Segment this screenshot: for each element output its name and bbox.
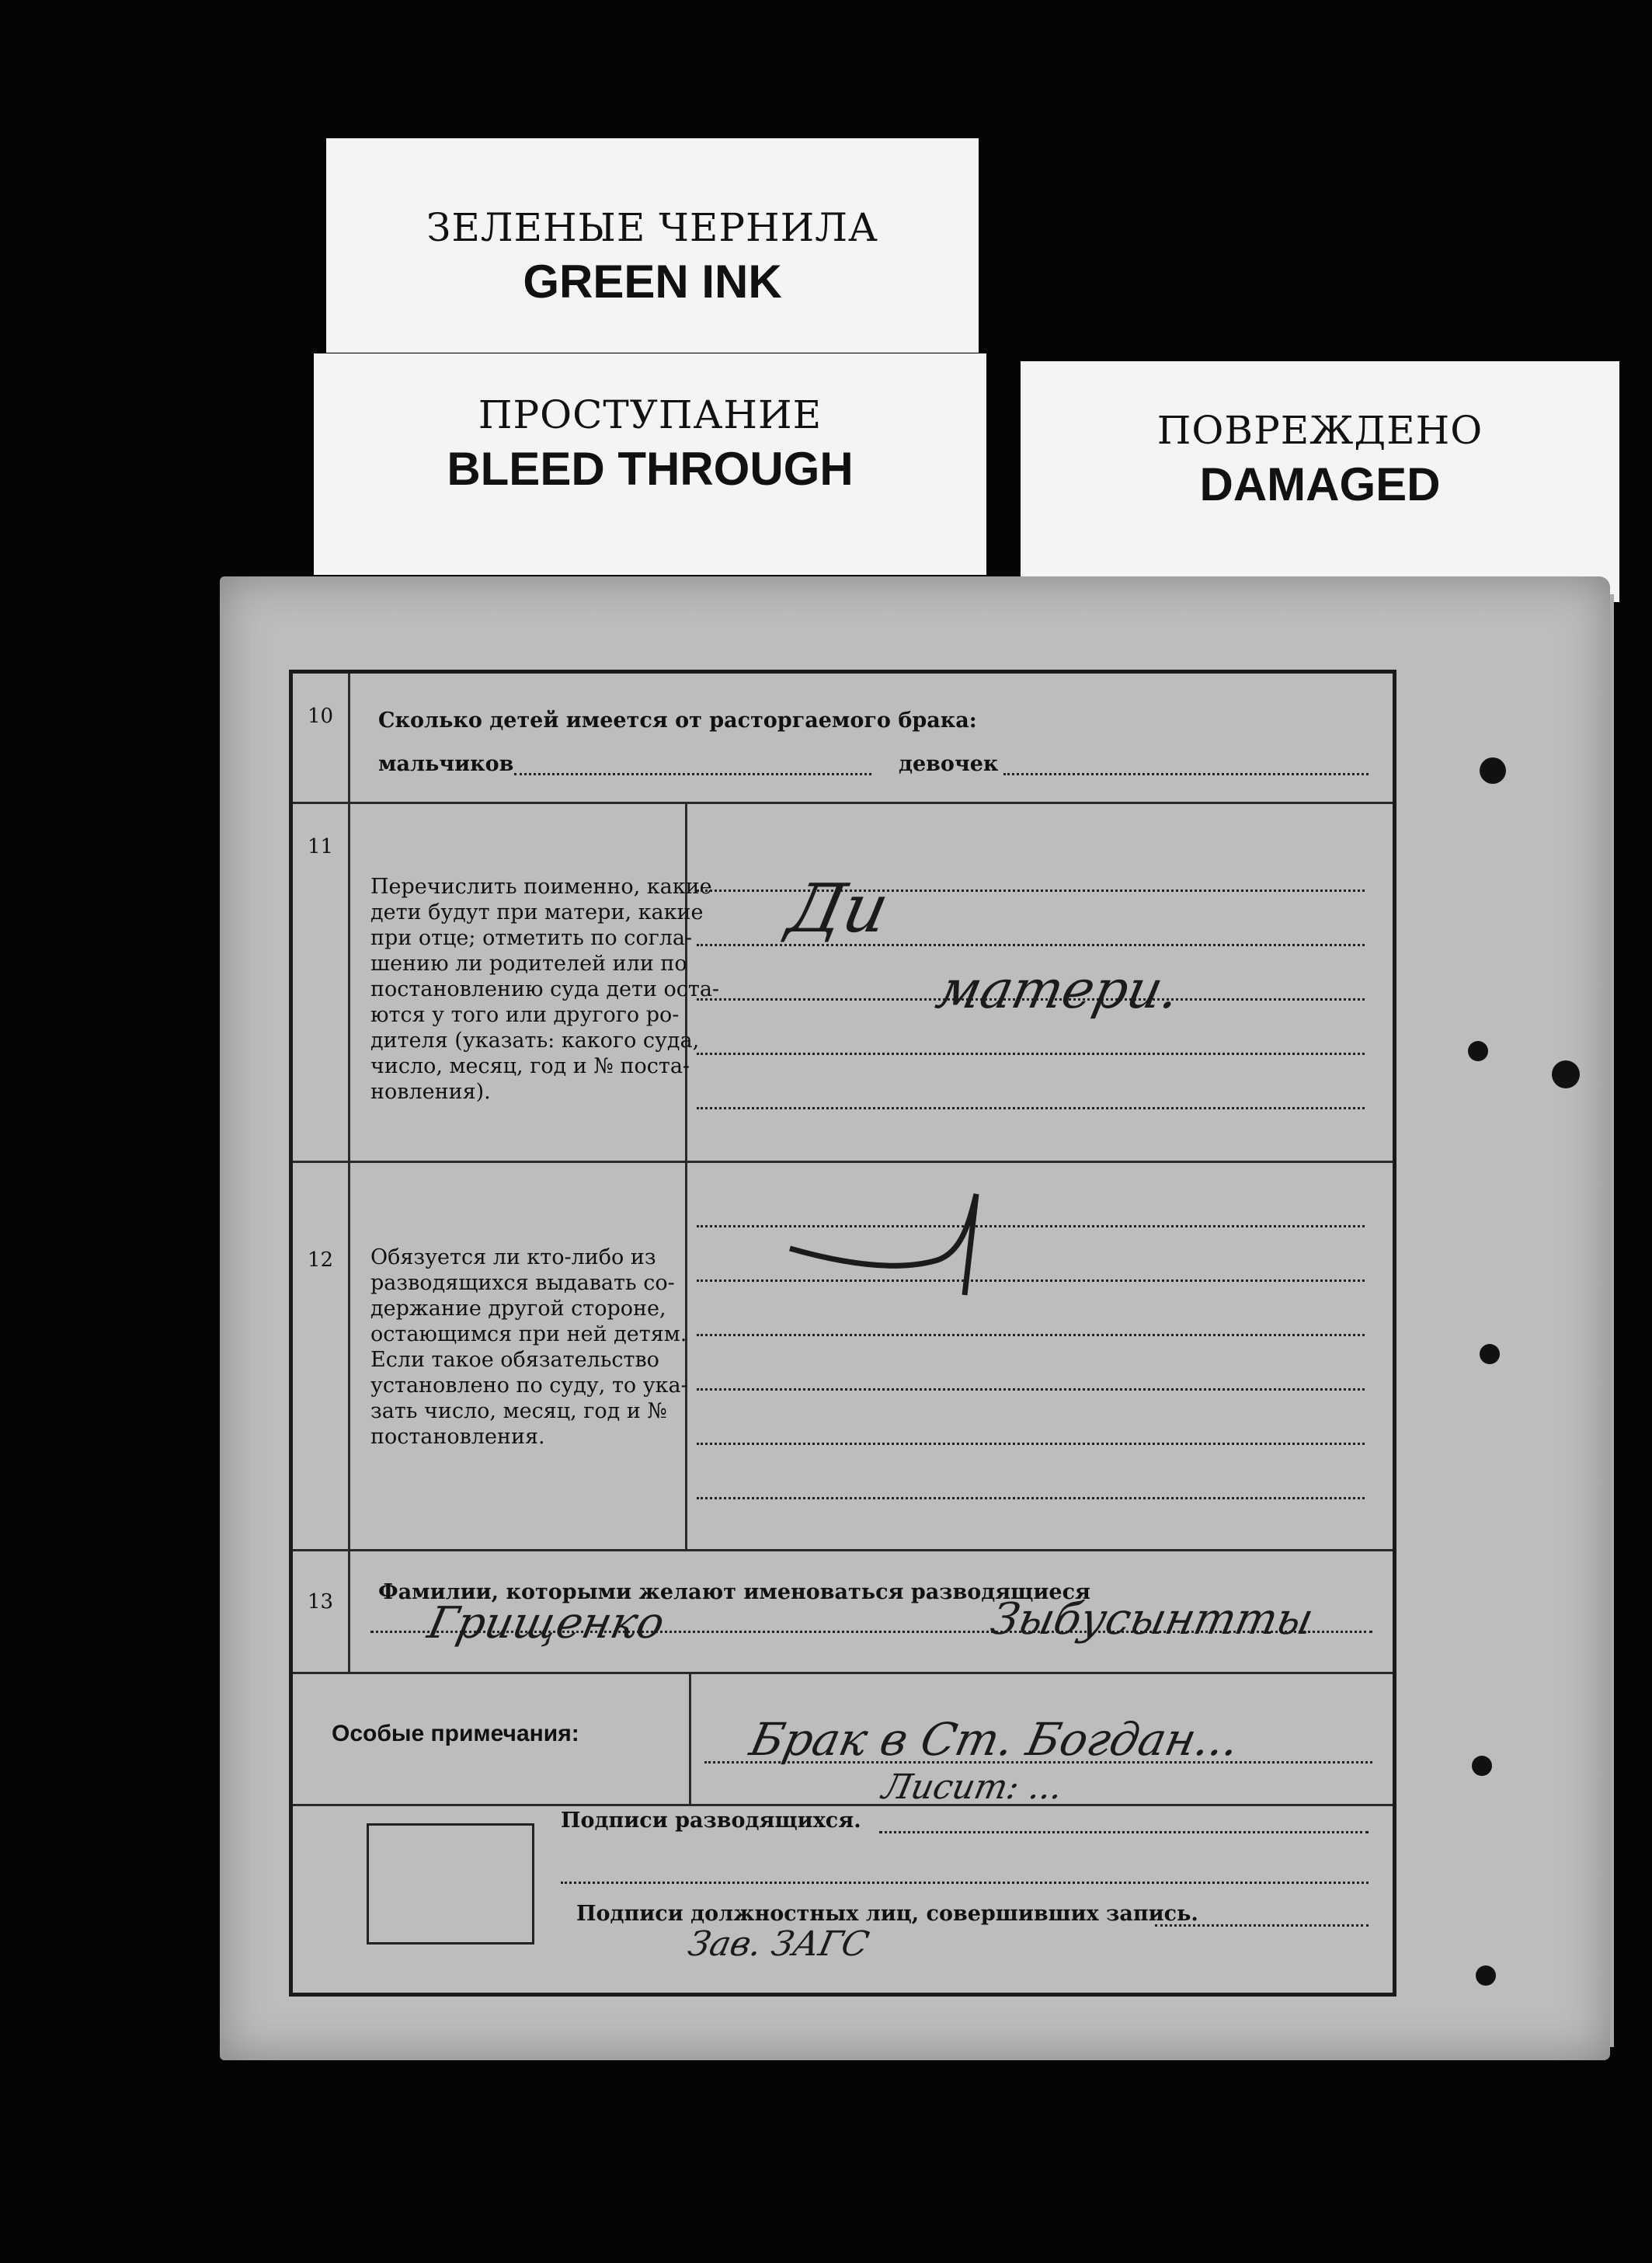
officials-signatures-label: Подписи должностных лиц, совершивших запись. — [576, 1902, 1198, 1926]
question-line: Обязуется ли кто-либо из — [370, 1245, 656, 1269]
green-ink-label-card — [326, 138, 979, 353]
official-signature-handwriting: Зав. ЗАГС — [684, 1924, 873, 1964]
bleed-through-label-card — [314, 353, 986, 575]
question-line: остающимся при ней детям. — [370, 1322, 687, 1346]
column-divider — [689, 1674, 691, 1806]
row-number: 11 — [293, 804, 350, 1161]
form-row-12 — [293, 1163, 1393, 1551]
children-count-question: Сколько детей имеется от расторгаемого брака: — [378, 708, 977, 733]
answer-line — [697, 1334, 1365, 1336]
question-line: дети будут при матери, какие — [370, 900, 704, 924]
binding-hole — [1552, 1060, 1580, 1088]
signature-line — [879, 1831, 1369, 1833]
boys-label: мальчиков — [378, 752, 514, 776]
notes-handwriting: Лисит: ... — [878, 1767, 1066, 1807]
alimony-question — [370, 1245, 688, 1450]
signature-line — [561, 1882, 1369, 1884]
green-ink-label-ru: ЗЕЛЕНЫЕ ЧЕРНИЛА — [426, 205, 878, 250]
binding-hole — [1480, 1344, 1500, 1364]
question-line: при отце; отметить по согла- — [370, 926, 693, 950]
notes-handwriting: Брак в Ст. Богдан... — [745, 1713, 1244, 1766]
binding-hole — [1480, 757, 1506, 784]
question-line: число, месяц, год и № поста- — [370, 1054, 690, 1078]
special-notes-label: Особые примечания: — [332, 1721, 579, 1746]
form-row-11 — [293, 804, 1393, 1163]
question-line: Перечислить поименно, какие — [370, 875, 712, 899]
question-line: постановления. — [370, 1425, 545, 1449]
divorce-record-form — [289, 670, 1396, 1997]
answer-line — [697, 1443, 1365, 1445]
custody-answer-handwriting: Ди — [781, 870, 896, 948]
damaged-label-en: DAMAGED — [1199, 458, 1441, 510]
form-row-10 — [293, 674, 1393, 804]
question-line: зать число, месяц, год и № — [370, 1399, 667, 1423]
question-line: ются у того или другого ро- — [370, 1003, 680, 1027]
row-number: 13 — [293, 1551, 350, 1672]
binding-hole — [1468, 1041, 1488, 1061]
stamp-placeholder-box — [367, 1823, 534, 1944]
custody-answer-handwriting: матери. — [930, 959, 1185, 1021]
form-row-13 — [293, 1551, 1393, 1674]
binding-hole — [1476, 1965, 1496, 1986]
question-line: Если такое обязательство — [370, 1348, 659, 1372]
girls-answer-line — [1003, 773, 1369, 775]
divorcing-signatures-label: Подписи разводящихся. — [561, 1809, 861, 1833]
binding-hole — [1472, 1756, 1492, 1776]
question-line: держание другой стороне, — [370, 1297, 666, 1321]
bleed-through-label-ru: ПРОСТУПАНИЕ — [478, 392, 823, 437]
row-number: 12 — [293, 1163, 350, 1549]
question-line: установлено по суду, то ука- — [370, 1373, 688, 1398]
damaged-label-card — [1021, 361, 1619, 602]
row-number: 10 — [293, 674, 350, 802]
damaged-label-ru: ПОВРЕЖДЕНО — [1156, 408, 1483, 453]
signature-line — [1155, 1924, 1369, 1927]
boys-answer-line — [514, 773, 871, 775]
girls-label: девочек — [899, 752, 999, 776]
surname-left-handwriting: Грищенко — [423, 1598, 669, 1649]
surname-right-handwriting: Зыбусынтты — [986, 1594, 1318, 1645]
answer-line — [697, 1497, 1365, 1499]
special-notes-row — [293, 1674, 1393, 1806]
answer-line — [697, 1053, 1365, 1055]
answer-line — [697, 1107, 1365, 1109]
surnames-question: Фамилии, которыми желают именоваться разводящиеся — [378, 1580, 1090, 1604]
question-line: новления). — [370, 1080, 491, 1104]
question-line: разводящихся выдавать со- — [370, 1271, 675, 1295]
dash-mark-handwriting — [774, 1179, 1023, 1334]
question-line: шению ли родителей или по — [370, 952, 687, 976]
children-custody-question — [370, 874, 719, 1105]
bleed-through-label-en: BLEED THROUGH — [447, 443, 854, 495]
answer-line — [697, 1388, 1365, 1391]
question-line: постановлению суда дети оста- — [370, 977, 720, 1001]
question-line: дителя (указать: какого суда, — [370, 1029, 700, 1053]
green-ink-label-en: GREEN INK — [523, 256, 782, 308]
